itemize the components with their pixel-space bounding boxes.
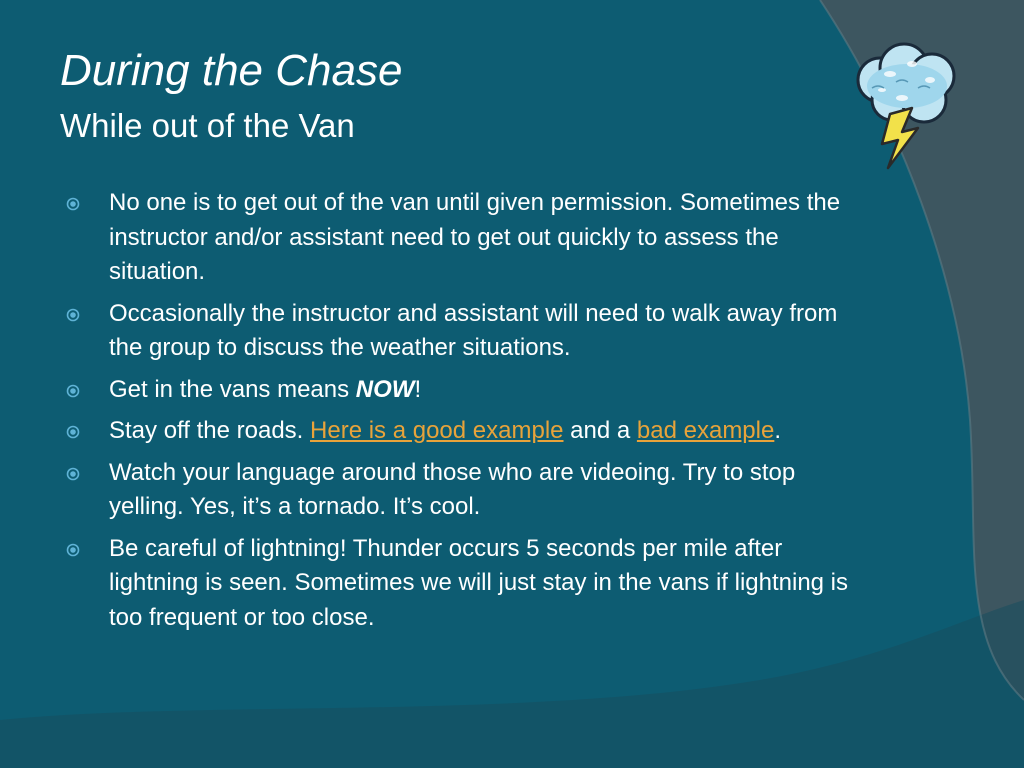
list-item	[66, 456, 866, 525]
circle-dot-bullet-icon	[66, 467, 80, 481]
emphasis-now: NOW	[355, 375, 415, 403]
list-item	[66, 186, 866, 290]
list-item	[66, 373, 866, 408]
slide-subtitle: While out of the Van	[60, 107, 355, 144]
bullet-list	[66, 186, 866, 642]
bullet-text: Be careful of lightning! Thunder occurs 5 seconds per mile after lightning is seen. Sometimes we will just stay in the vans if lightning is too frequent or too close.	[109, 534, 849, 631]
bullet-text-mid: and a	[563, 417, 637, 444]
slide-title: During the Chase	[60, 46, 403, 95]
bullet-text-post: !	[414, 375, 422, 403]
good-example-link[interactable]: Here is a good example	[310, 417, 564, 444]
bullet-text-pre: Get in the vans means	[109, 375, 356, 403]
storm-cloud-lightning-icon	[852, 40, 962, 172]
circle-dot-bullet-icon	[66, 384, 80, 398]
bullet-text-post: .	[774, 417, 782, 444]
circle-dot-bullet-icon	[66, 543, 80, 557]
bullet-text: No one is to get out of the van until given permission. Sometimes the instructor and/or assistant need to get out quickly to assess the situation.	[109, 189, 841, 285]
bullet-text-pre: Stay off the roads.	[109, 417, 311, 444]
list-item	[66, 414, 866, 449]
bullet-text: Watch your language around those who are videoing. Try to stop yelling. Yes, it’s a tornado. It’s cool.	[109, 458, 796, 520]
circle-dot-bullet-icon	[66, 308, 80, 322]
circle-dot-bullet-icon	[66, 425, 80, 439]
circle-dot-bullet-icon	[66, 197, 80, 211]
list-item	[66, 297, 866, 366]
list-item	[66, 532, 866, 636]
bad-example-link[interactable]: bad example	[636, 417, 775, 444]
bullet-text: Occasionally the instructor and assistant will need to walk away from the group to discuss the weather situations.	[109, 299, 838, 361]
